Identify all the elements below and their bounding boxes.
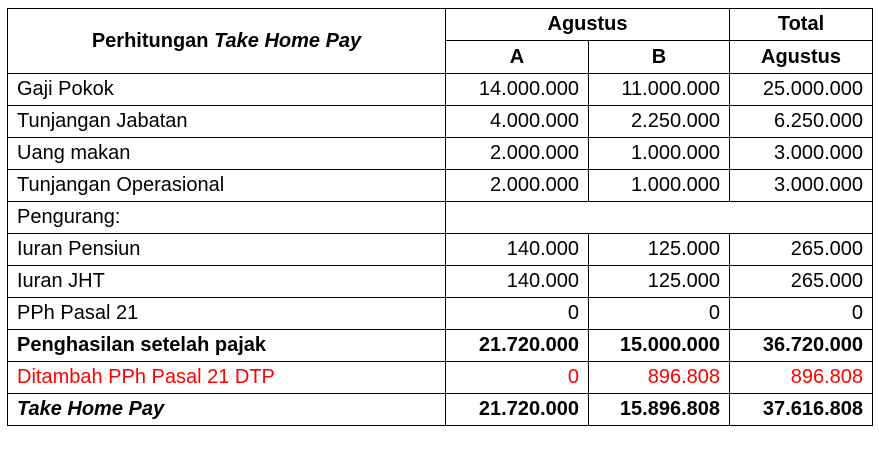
caption-emphasis: Take Home Pay: [214, 29, 362, 52]
row-label: Gaji Pokok: [8, 74, 446, 106]
table-caption: [8, 9, 446, 74]
table-row: [8, 266, 873, 298]
row-label: [8, 394, 446, 426]
value-a: 2.000.000: [446, 170, 589, 202]
value-total: 0: [730, 298, 873, 330]
row-label: Tunjangan Jabatan: [8, 106, 446, 138]
dtp-row: [8, 362, 873, 394]
section-row-deductions: [8, 202, 873, 234]
value-b: 2.250.000: [589, 106, 730, 138]
value-total: 6.250.000: [730, 106, 873, 138]
value-b: 125.000: [589, 266, 730, 298]
value-total: 36.720.000: [730, 330, 873, 362]
value-a: 0: [446, 362, 589, 394]
total-header-top: Total: [730, 9, 873, 41]
table-row: [8, 138, 873, 170]
row-label: Tunjangan Operasional: [8, 170, 446, 202]
value-a: 14.000.000: [446, 74, 589, 106]
caption-prefix: Perhitungan: [91, 29, 215, 52]
value-a: 140.000: [446, 266, 589, 298]
table-row: [8, 234, 873, 266]
value-b: 11.000.000: [589, 74, 730, 106]
value-b: 896.808: [589, 362, 730, 394]
row-label: Uang makan: [8, 138, 446, 170]
value-b: 1.000.000: [589, 170, 730, 202]
value-a: 21.720.000: [446, 394, 589, 426]
table-row: [8, 74, 873, 106]
value-a: 21.720.000: [446, 330, 589, 362]
value-a: 4.000.000: [446, 106, 589, 138]
column-b-header: B: [589, 41, 730, 74]
value-b: 0: [589, 298, 730, 330]
take-home-pay-table: [7, 8, 873, 426]
subtotal-row: [8, 330, 873, 362]
value-total: 25.000.000: [730, 74, 873, 106]
value-b: 15.000.000: [589, 330, 730, 362]
value-a: 0: [446, 298, 589, 330]
value-a: 2.000.000: [446, 138, 589, 170]
value-total: 265.000: [730, 234, 873, 266]
table-row: [8, 170, 873, 202]
table-row: [8, 106, 873, 138]
value-b: 125.000: [589, 234, 730, 266]
column-a-header: A: [446, 41, 589, 74]
value-b: 1.000.000: [589, 138, 730, 170]
value-total: 896.808: [730, 362, 873, 394]
row-label: Ditambah PPh Pasal 21 DTP: [8, 362, 446, 394]
take-home-pay-row: [8, 394, 873, 426]
value-b: 15.896.808: [589, 394, 730, 426]
value-a: 140.000: [446, 234, 589, 266]
row-label: Iuran Pensiun: [8, 234, 446, 266]
value-total: 3.000.000: [730, 170, 873, 202]
value-total: 37.616.808: [730, 394, 873, 426]
row-label: Penghasilan setelah pajak: [8, 330, 446, 362]
month-group-header: Agustus: [446, 9, 730, 41]
table-row: [8, 298, 873, 330]
row-label: PPh Pasal 21: [8, 298, 446, 330]
value-total: 265.000: [730, 266, 873, 298]
section-empty-cell: [446, 202, 873, 234]
take-home-pay-label: Take Home Pay: [17, 398, 165, 420]
section-label: Pengurang:: [8, 202, 446, 234]
total-header-bottom: Agustus: [730, 41, 873, 74]
value-total: 3.000.000: [730, 138, 873, 170]
row-label: Iuran JHT: [8, 266, 446, 298]
